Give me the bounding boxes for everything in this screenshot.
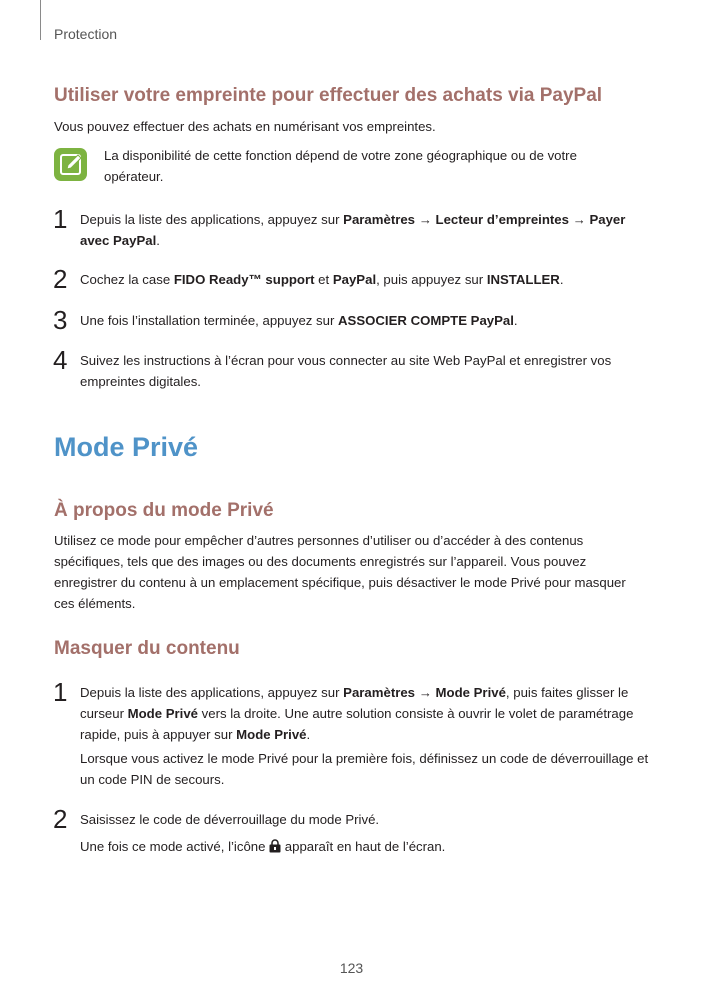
section-header: Protection [54, 26, 118, 42]
paypal-step-3-number: 3 [53, 305, 68, 335]
paypal-step-1-number: 1 [53, 204, 68, 234]
about-private-mode-text: Utilisez ce mode pour empêcher d’autres personnes d’utiliser ou d’accéder à des contenus spécifiques, tels que des images ou des documents enregistrés sur l’appareil. Vous pouvez enregistrer du contenu à un emplacement spécifique, puis désactiver le mode Privé pour masquer ces éléments. [54, 533, 626, 611]
private-mode-lock-icon [269, 838, 281, 852]
paypal-step-2-text: Cochez la case FIDO Ready™ support et PayPal, puis appuyez sur INSTALLER. [80, 272, 564, 287]
page-number: 123 [339, 960, 364, 976]
hide-step-2-extra: Une fois ce mode activé, l’icône apparaît en haut de l’écran. [80, 839, 446, 854]
hide-step-1-extra: Lorsque vous activez le mode Privé pour la première fois, définissez un code de déverrouillage et un code PIN de secours. [80, 751, 649, 787]
header-rule [40, 0, 41, 40]
hide-step-1-number: 1 [53, 677, 68, 707]
hide-step-2-text: Saisissez le code de déverrouillage du mode Privé. [80, 812, 380, 827]
paypal-step-3-text: Une fois l’installation terminée, appuyez sur ASSOCIER COMPTE PayPal. [80, 313, 518, 328]
private-mode-heading: Mode Privé [54, 432, 199, 462]
hide-step-2-number: 2 [53, 804, 68, 834]
paypal-step-2-number: 2 [53, 264, 68, 294]
availability-note: La disponibilité de cette fonction dépend de votre zone géographique ou de votre opérateur. [104, 148, 577, 184]
paypal-intro: Vous pouvez effectuer des achats en numérisant vos empreintes. [54, 119, 436, 134]
paypal-step-4-text: Suivez les instructions à l’écran pour vous connecter au site Web PayPal et enregistrer vos empreintes digitales. [80, 353, 612, 389]
paypal-heading: Utiliser votre empreinte pour effectuer des achats via PayPal [54, 85, 603, 106]
hide-step-1-text: Depuis la liste des applications, appuyez sur Paramètres → Mode Privé, puis faites glisser le curseur Mode Privé vers la droite. Une autre solution consiste à ouvrir le volet de paramétrage rapide, puis à appuyer sur Mode Privé. [80, 685, 634, 742]
paypal-step-4-number: 4 [53, 345, 68, 375]
note-pencil-icon [54, 148, 87, 181]
about-private-mode-heading: À propos du mode Privé [54, 500, 274, 521]
paypal-step-1-text: Depuis la liste des applications, appuyez sur Paramètres → Lecteur d’empreintes → Payer avec PayPal. [80, 212, 626, 248]
hide-content-heading: Masquer du contenu [54, 638, 240, 659]
